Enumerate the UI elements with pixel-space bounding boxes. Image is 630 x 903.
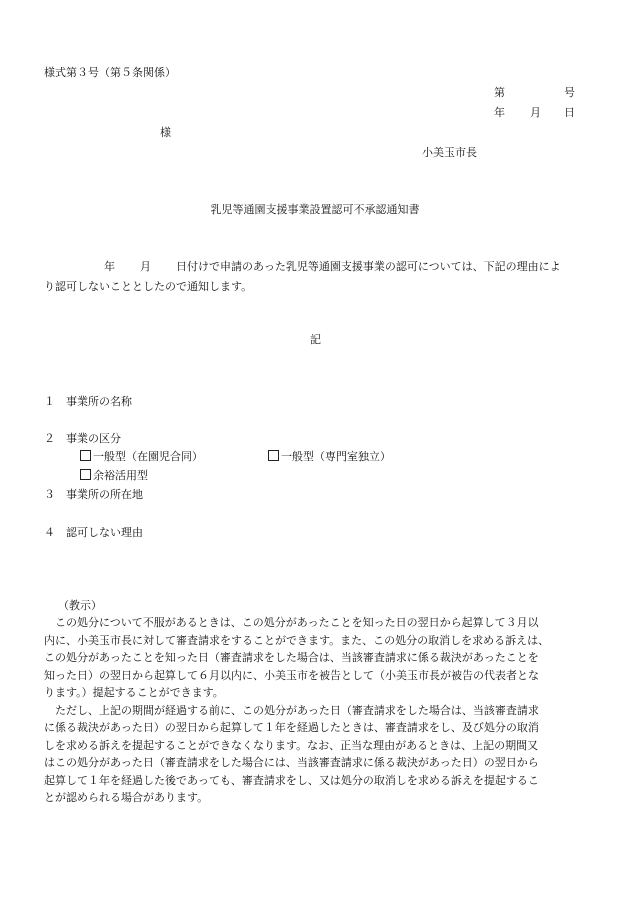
option-general-combined[interactable] [80, 450, 203, 464]
notice-line: 起算して１年を経過した後であっても、審査請求をし、又は処分の取消しを求める訴えを提起するこ [44, 773, 539, 787]
document-title: 乳児等通園支援事業設置認可不承認通知書 [210, 203, 420, 216]
item-4-label: 認可しない理由 [66, 526, 143, 539]
notice-line: 内に、小美玉市長に対して審査請求をすることができます。また、この処分の取消しを求める訴えは、 [44, 633, 550, 647]
notice-paragraph [44, 614, 592, 807]
issuer: 小美玉市長 [422, 146, 477, 159]
item-3-label: 事業所の所在地 [66, 488, 143, 501]
doc-number-suffix: 号 [564, 86, 575, 99]
item-1-label: 事業所の名称 [66, 395, 132, 408]
item-1-number: １ [44, 395, 55, 408]
date-month: 月 [530, 106, 541, 119]
option-general-dedicated[interactable] [268, 450, 391, 464]
addressee-suffix: 様 [160, 126, 171, 139]
notice-line: 知った日）の翌日から起算して６月以内に、小美玉市を被告として（小美玉市長が被告の代表者とな [44, 668, 539, 682]
date-day: 日 [564, 106, 575, 119]
item-2-label: 事業の区分 [66, 432, 121, 445]
item-4-number: ４ [44, 526, 55, 539]
notice-line: に係る裁決があった日）の翌日から起算して１年を経過したときは、審査請求をし、及び処分の取消 [44, 721, 539, 734]
option-spare-capacity[interactable] [80, 469, 148, 483]
body-month: 月 [140, 260, 151, 273]
notice-line: この処分について不服があるときは、この処分があったことを知った日の翌日から起算して３月以 [44, 616, 539, 629]
notice-heading: （教示） [58, 599, 102, 612]
item-3-number: ３ [44, 488, 55, 501]
doc-number-prefix: 第 [494, 86, 505, 99]
option-label: 一般型（専門室独立） [281, 450, 391, 463]
body-year: 年 [104, 260, 115, 273]
option-label: 余裕活用型 [93, 469, 148, 482]
checkbox-icon[interactable] [80, 450, 91, 461]
notice-line: とが認められる場合があります。 [44, 791, 209, 804]
notice-line: しを求める訴えを提起することができなくなります。なお、正当な理由があるときは、上記の期間又 [44, 738, 539, 752]
form-number: 様式第３号（第５条関係） [44, 66, 176, 79]
notice-line: はこの処分があった日（審査請求をした場合には、当該審査請求に係る裁決があった日）の翌日から [44, 756, 539, 769]
date-year: 年 [494, 106, 505, 119]
checkbox-icon[interactable] [268, 450, 279, 461]
option-label: 一般型（在園児合同） [93, 450, 203, 463]
notice-line: ります。）提起することができます。 [44, 686, 224, 699]
body-line1-rest: 日付けで申請のあった乳児等通園支援事業の認可については、下記の理由によ [176, 260, 561, 273]
body-line2: り認可しないこととしたので通知します。 [44, 280, 253, 293]
ki-heading: 記 [310, 333, 321, 346]
notice-line: この処分があったことを知った日（審査請求をした場合は、当該審査請求に係る裁決があったことを [44, 651, 539, 664]
checkbox-icon[interactable] [80, 469, 91, 480]
item-2-number: ２ [44, 432, 55, 445]
notice-line: ただし、上記の期間が経過する前に、この処分があった日（審査請求をした場合は、当該審査請求 [44, 703, 539, 717]
